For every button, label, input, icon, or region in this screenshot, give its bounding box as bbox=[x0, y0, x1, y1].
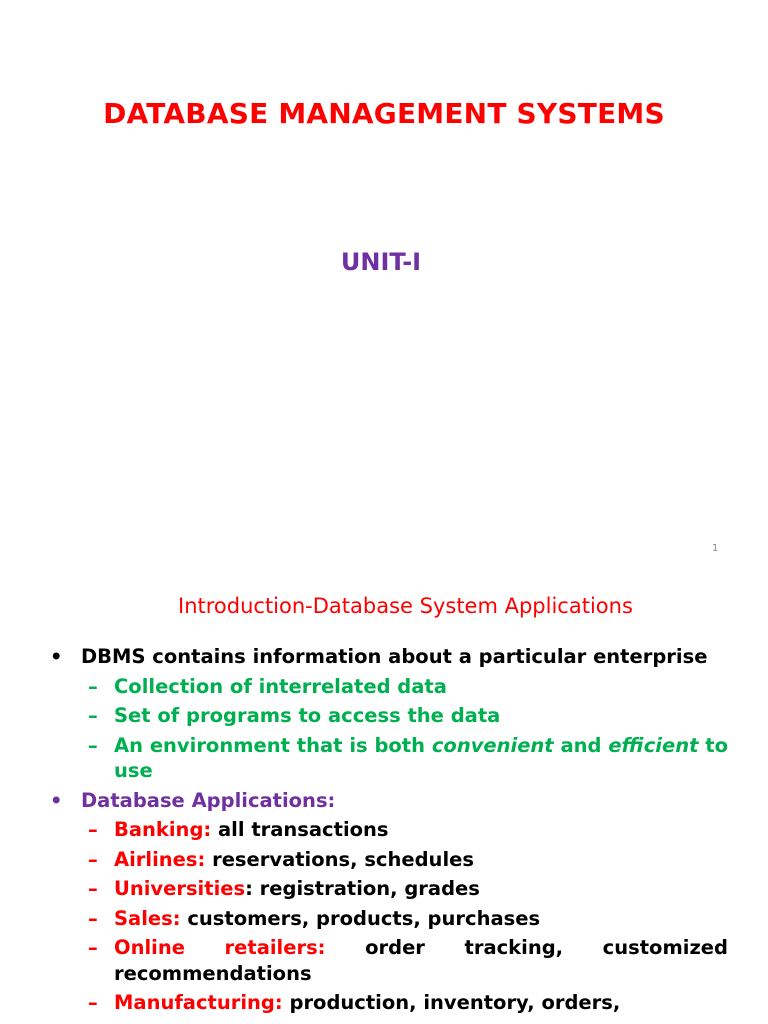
bullet-dot-icon: • bbox=[50, 645, 63, 668]
dash-icon: – bbox=[88, 877, 98, 900]
application-key: Online retailers: bbox=[114, 936, 326, 959]
dash-icon: – bbox=[88, 674, 98, 698]
application-key: Banking: bbox=[114, 818, 212, 841]
sub-bullet-item bbox=[50, 703, 728, 729]
slide-title: DATABASE MANAGEMENT SYSTEMS bbox=[103, 97, 665, 130]
emphasis-text: convenient bbox=[431, 733, 554, 757]
application-item bbox=[50, 906, 728, 932]
application-value: : registration, grades bbox=[245, 877, 480, 900]
page-number: 1 bbox=[712, 543, 719, 554]
dash-icon: – bbox=[88, 733, 98, 757]
sub-bullet-text: to use bbox=[114, 733, 728, 782]
application-item bbox=[50, 990, 728, 1016]
application-key: Manufacturing: bbox=[114, 991, 283, 1014]
dash-icon: – bbox=[88, 704, 98, 727]
application-value: all transactions bbox=[218, 818, 389, 841]
bullet-item bbox=[50, 788, 728, 814]
application-value: production, inventory, orders, bbox=[289, 991, 621, 1014]
application-item bbox=[50, 817, 728, 843]
slide-2 bbox=[0, 576, 768, 1024]
bullet-text: DBMS contains information about a particular enterprise bbox=[81, 645, 708, 668]
dash-icon: – bbox=[88, 906, 98, 930]
dash-icon: – bbox=[88, 818, 98, 841]
bullet-item bbox=[50, 644, 728, 670]
sub-bullet-text: An environment that is both bbox=[114, 733, 426, 757]
sub-bullet-text: Collection of interrelated data bbox=[114, 674, 447, 698]
application-item bbox=[50, 876, 728, 902]
application-item bbox=[50, 847, 728, 873]
application-value: customers, products, purchases bbox=[187, 906, 541, 930]
bullet-list bbox=[50, 644, 728, 1020]
sub-bullet-text: and bbox=[560, 733, 602, 757]
sub-bullet-item bbox=[50, 674, 728, 700]
application-key: Universities bbox=[114, 877, 246, 900]
application-key: Sales: bbox=[114, 906, 181, 930]
sub-bullet-item bbox=[50, 733, 728, 784]
application-key: Airlines: bbox=[114, 847, 206, 871]
emphasis-text: efficient bbox=[608, 733, 699, 757]
bullet-text: Database Applications: bbox=[81, 788, 336, 812]
application-value: reservations, schedules bbox=[212, 847, 474, 871]
dash-icon: – bbox=[88, 847, 98, 871]
sub-bullet-text: Set of programs to access the data bbox=[114, 704, 501, 727]
dash-icon: – bbox=[88, 991, 98, 1014]
slide-subtitle: UNIT-I bbox=[340, 248, 422, 276]
application-item bbox=[50, 935, 728, 986]
slide-title: Introduction-Database System Applications bbox=[178, 594, 633, 618]
application-value: order tracking, customized recommendations bbox=[114, 936, 728, 985]
bullet-dot-icon: • bbox=[50, 788, 63, 812]
dash-icon: – bbox=[88, 936, 98, 959]
